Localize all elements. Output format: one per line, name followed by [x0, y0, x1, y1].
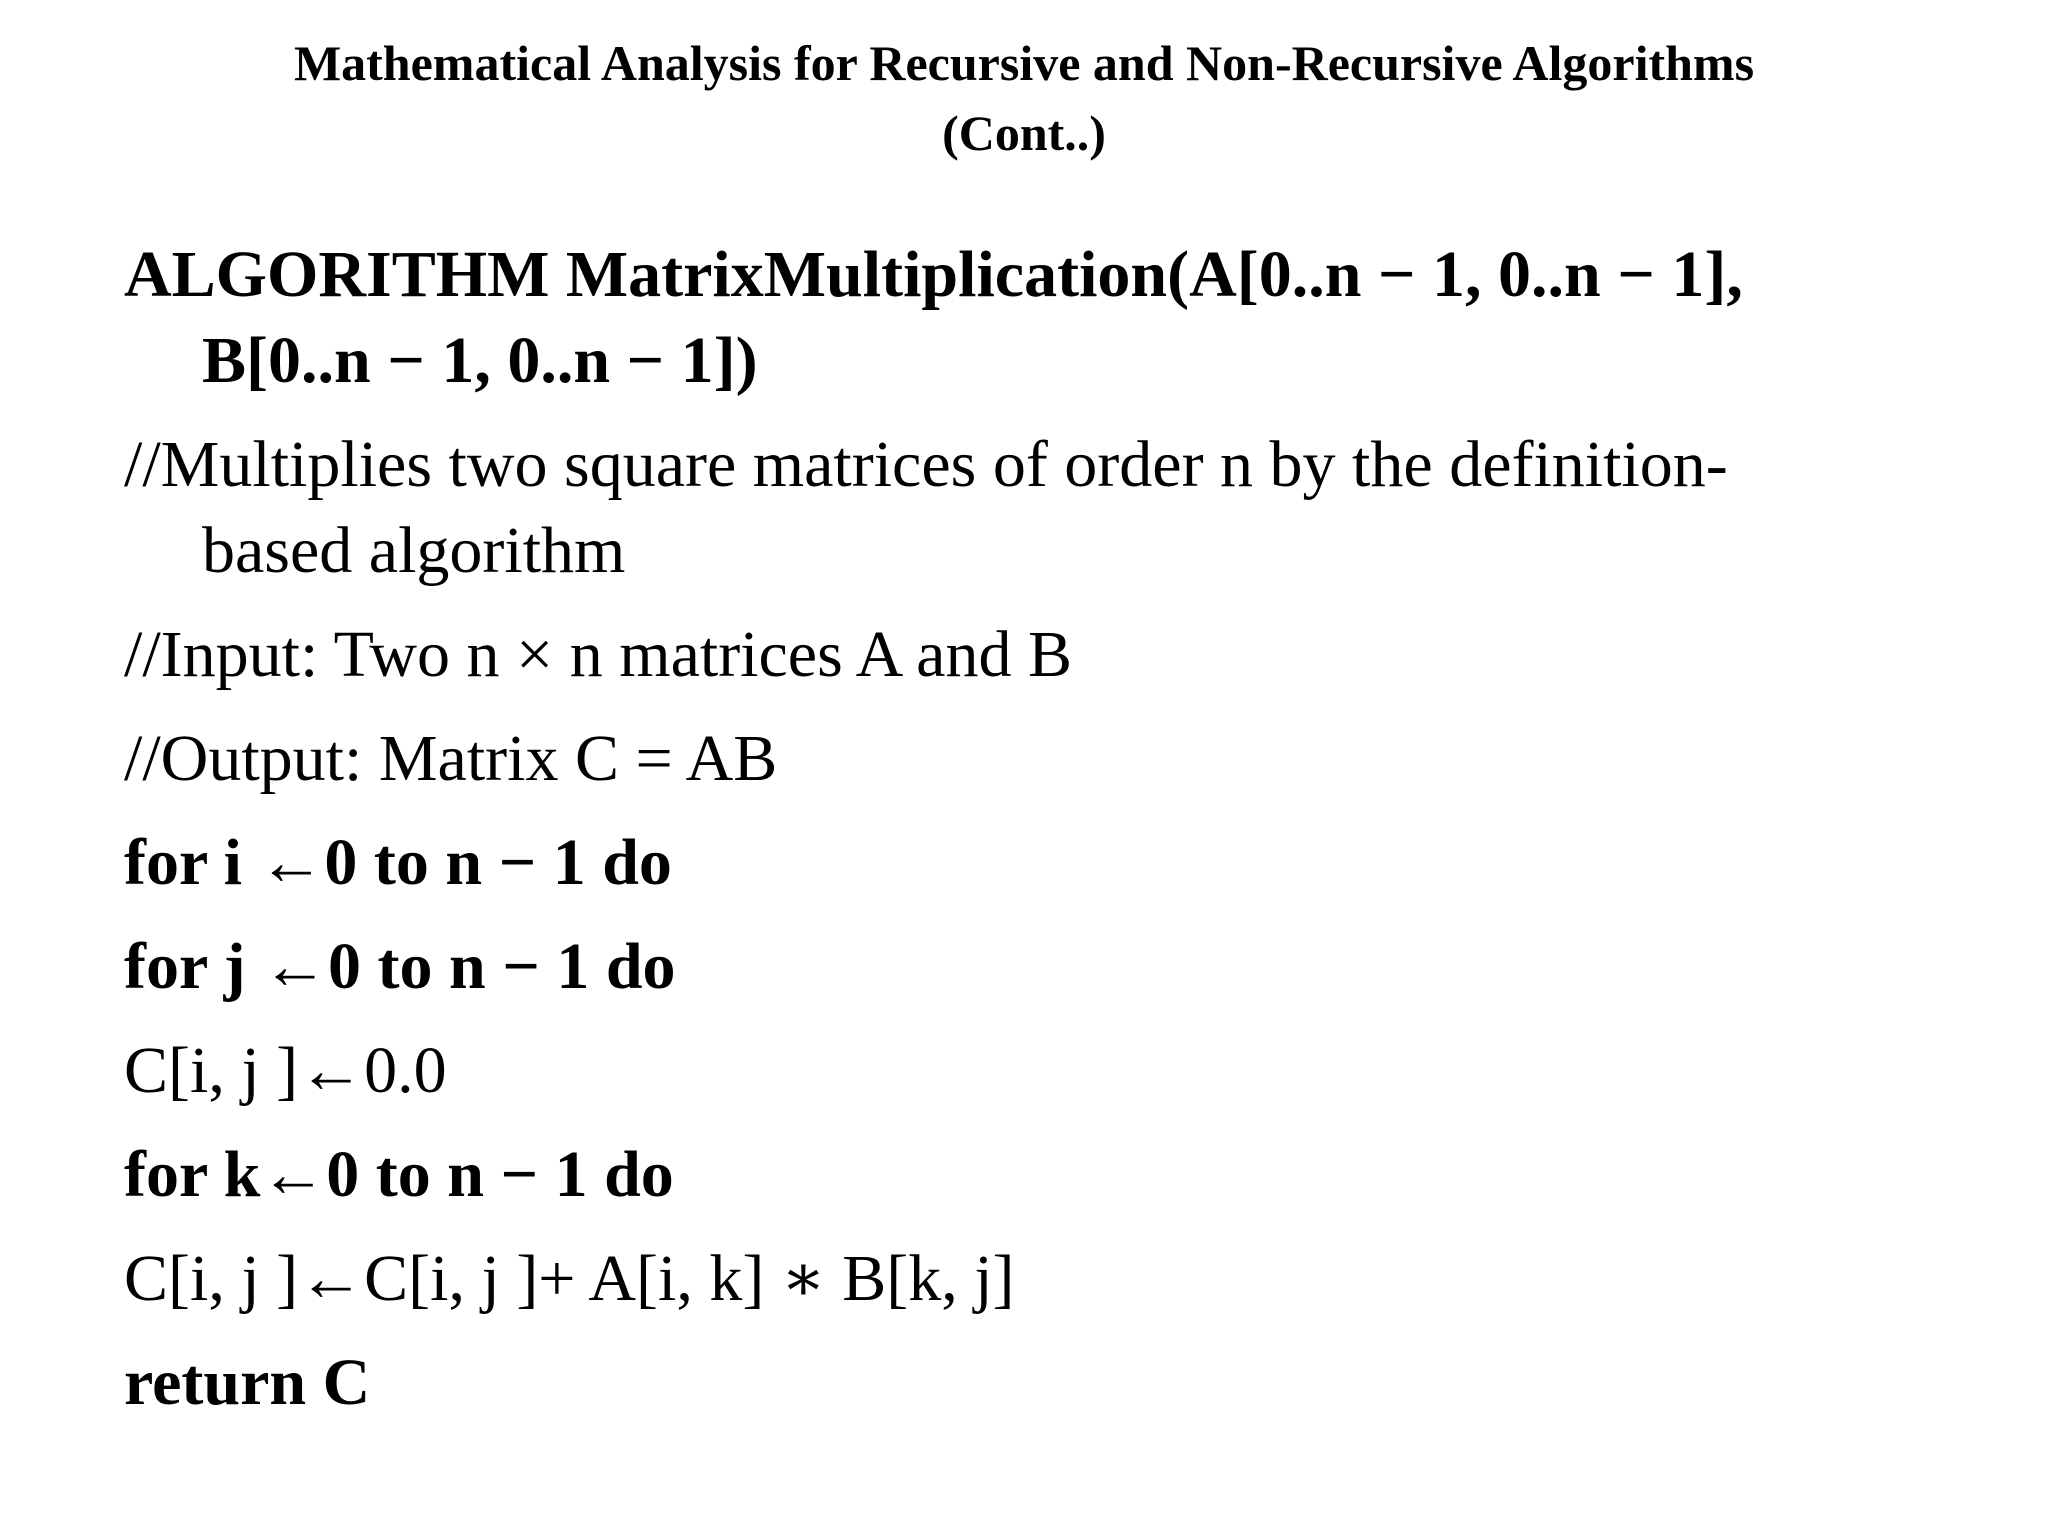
algorithm-body: [124, 232, 1944, 1444]
algorithm-header-line2: B[0..n − 1, 0..n − 1]): [202, 324, 758, 397]
init-statement: C[i, j ]←0.0: [124, 1034, 447, 1107]
slide-title-line2: (Cont..): [942, 105, 1106, 161]
algorithm-description-line2: based algorithm: [202, 514, 626, 587]
loop-i-statement: for i ←0 to n − 1 do: [124, 826, 672, 899]
algorithm-header-line1: ALGORITHM MatrixMultiplication(A[0..n − 1, 0..n − 1],: [124, 238, 1743, 311]
algorithm-description: [124, 422, 1944, 594]
loop-j-statement: for j ←0 to n − 1 do: [124, 930, 676, 1003]
output-comment: //Output: Matrix C = AB: [124, 722, 778, 795]
slide-title: [0, 28, 2048, 168]
update-statement: C[i, j ]←C[i, j ]+ A[i, k] ∗ B[k, j]: [124, 1242, 1015, 1315]
return-statement: return C: [124, 1346, 371, 1419]
algorithm-description-line1: //Multiplies two square matrices of order n by the definition-: [124, 428, 1728, 501]
slide-title-line1: Mathematical Analysis for Recursive and Non-Recursive Algorithms: [293, 35, 1755, 91]
input-comment: //Input: Two n × n matrices A and B: [124, 618, 1072, 691]
algorithm-header: [124, 232, 1944, 404]
loop-k-statement: for k←0 to n − 1 do: [124, 1138, 674, 1211]
